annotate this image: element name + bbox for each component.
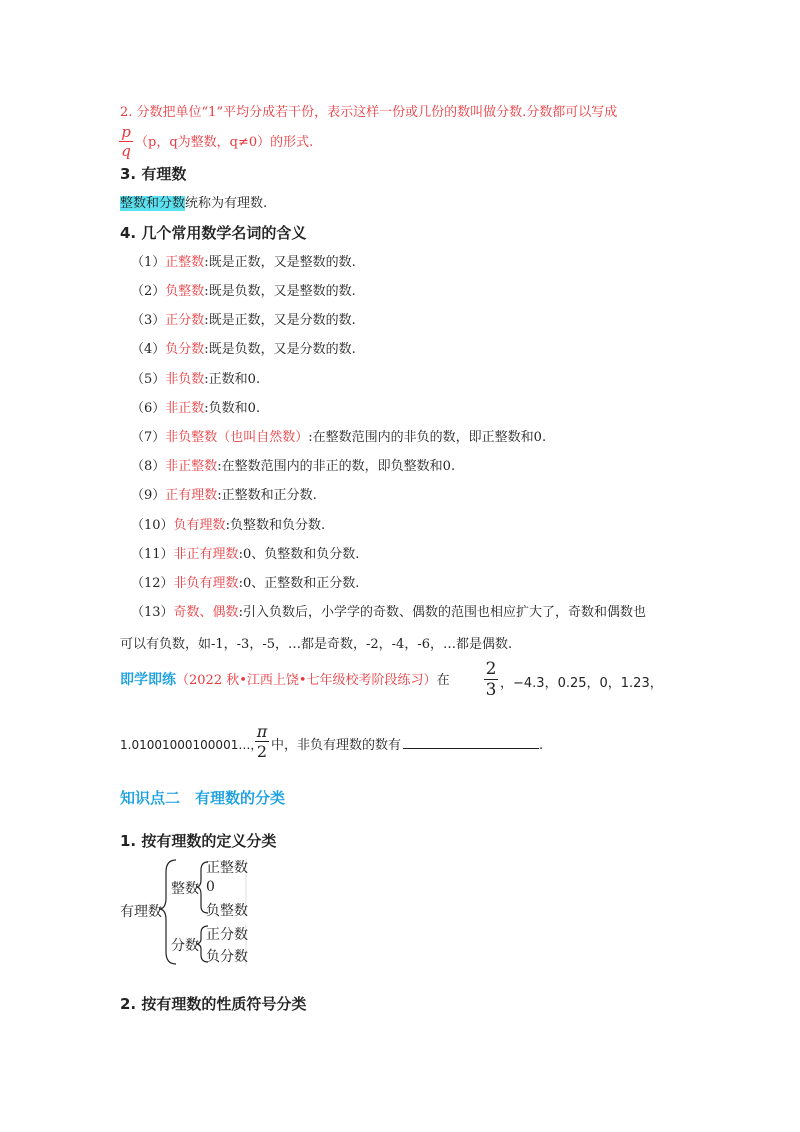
term-number: （9） [131, 488, 166, 503]
subheading-by-sign: 2. 按有理数的性质符号分类 [120, 995, 307, 1013]
subheading-by-definition: 1. 按有理数的定义分类 [120, 832, 277, 850]
definition-rest: 统称为有理数. [185, 196, 268, 211]
term-description: :既是正数，又是分数的数. [204, 313, 356, 328]
term-name: 负整数 [165, 284, 205, 299]
term-number: （2） [131, 284, 166, 299]
term-name: 正整数 [165, 255, 205, 270]
tree-root: 有理数 [120, 904, 162, 920]
term-description: :0、负整数和负分数. [238, 547, 360, 562]
term-description: :引入负数后，小学学的奇数、偶数的范围也相应扩大了，奇数和偶数也 [238, 605, 646, 620]
term-name: 非负数 [165, 372, 205, 387]
term-name: 非负整数（也叫自然数） [165, 430, 309, 445]
term-name: 非负有理数 [173, 576, 239, 591]
tree-item-positive-fractions: 正分数 [206, 927, 248, 943]
term-description: :既是负数，又是整数的数. [204, 284, 356, 299]
tree-item-positive-integers: 正整数 [206, 860, 248, 876]
fraction-definition-line1: 2. 分数把单位“1”平均分成若干份，表示这样一份或几份的数叫做分数.分数都可以写成 [120, 105, 618, 120]
term-number: （5） [131, 372, 166, 387]
term-description: :正数和0. [204, 372, 261, 387]
term-description: :负数和0. [204, 401, 261, 416]
term-number: （8） [131, 459, 166, 474]
term-name: 正分数 [165, 313, 205, 328]
practice-question: 中，非负有理数的数有 [271, 738, 402, 753]
section-4-heading: 4. 几个常用数学名词的含义 [120, 224, 307, 242]
pi-denominator: 2 [256, 742, 268, 761]
tree-branch-fractions: 分数 [171, 938, 199, 954]
section-3-heading: 3. 有理数 [120, 165, 187, 183]
tree-branch-integers: 整数 [171, 881, 199, 897]
term-number: （3） [131, 313, 166, 328]
term-description: :正整数和正分数. [217, 488, 317, 503]
fraction-definition-line2: （p，q为整数，q≠0）的形式. [135, 135, 314, 150]
term-description: :在整数范围内的非正的数，即负整数和0. [217, 459, 456, 474]
period: . [539, 738, 544, 753]
item-13-continuation: 可以有负数，如-1，-3，-5，…都是奇数，-2，-4，-6，…都是偶数. [120, 637, 513, 652]
term-name: 奇数、偶数 [173, 605, 239, 620]
term-name: 负分数 [165, 342, 205, 357]
term-number: （12） [131, 576, 174, 591]
tree-item-negative-fractions: 负分数 [206, 949, 248, 965]
term-description: :既是负数，又是分数的数. [204, 342, 356, 357]
term-number: （13） [131, 605, 174, 620]
term-number: （10） [131, 518, 174, 533]
two-thirds-numerator: 2 [485, 659, 497, 679]
term-number: （6） [131, 401, 166, 416]
practice-source: （2022 秋•江西上饶•七年级校考阶段练习） [176, 673, 437, 688]
term-number: （1） [131, 255, 166, 270]
practice-pre: 在 [436, 673, 450, 688]
tree-item-zero: 0 [206, 879, 215, 895]
practice-label: 即学即练 [120, 672, 176, 688]
knowledge-point-2-title: 知识点二 有理数的分类 [120, 789, 286, 807]
term-description: :在整数范围内的非负的数，即正整数和0. [308, 430, 547, 445]
term-description: :负整数和负分数. [225, 518, 326, 533]
term-number: （7） [131, 430, 166, 445]
term-description: :0、正整数和正分数. [238, 576, 360, 591]
term-number: （4） [131, 342, 166, 357]
practice-values: ，−4.3，0.25，0，1.23， [500, 676, 663, 691]
term-description: :既是正数，又是整数的数. [204, 255, 356, 270]
practice-line2-start: 1.01001000100001…， [120, 738, 263, 752]
term-name: 非正数 [165, 401, 205, 416]
term-number: （11） [131, 547, 174, 562]
highlight-integers-and-fractions: 整数和分数 [120, 196, 186, 211]
term-name: 负有理数 [173, 518, 226, 533]
pi-numerator: π [256, 722, 268, 741]
fraction-denominator: q [119, 141, 133, 160]
term-name: 非正有理数 [173, 547, 239, 562]
term-name: 非正整数 [165, 459, 218, 474]
tree-item-negative-integers: 负整数 [206, 903, 248, 919]
term-name: 正有理数 [165, 488, 218, 503]
fraction-numerator: p [121, 123, 131, 141]
two-thirds-denominator: 3 [485, 680, 497, 700]
